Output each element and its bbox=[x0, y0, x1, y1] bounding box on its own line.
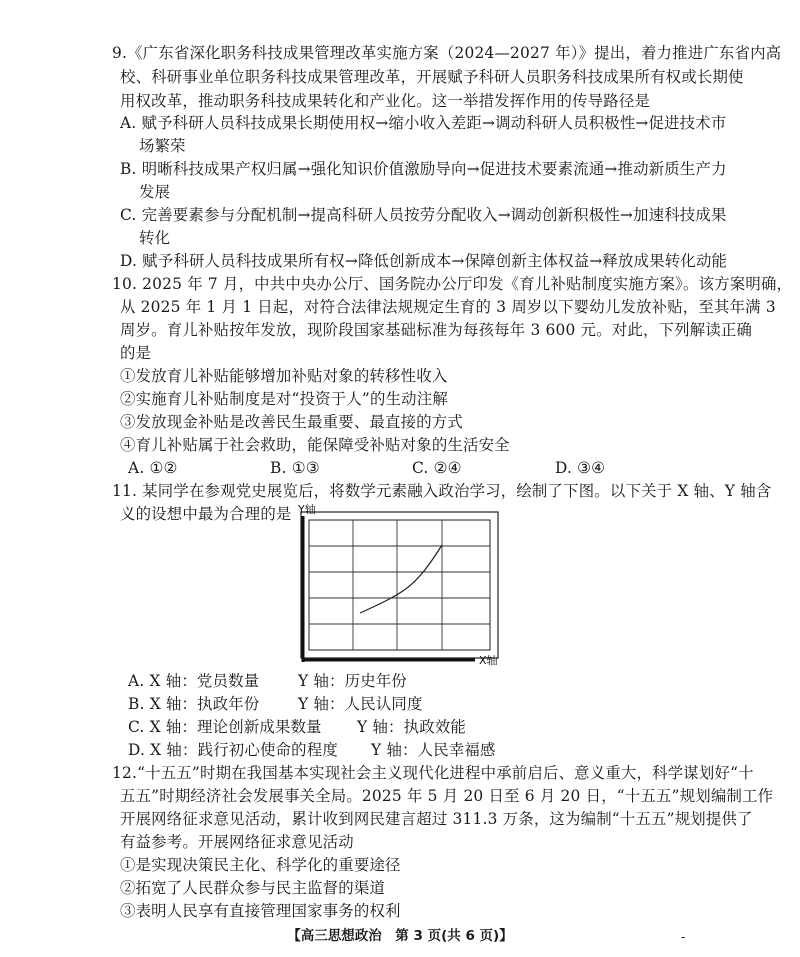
q10-choice-c: C. ②④ bbox=[412, 459, 462, 477]
q9-option-b: B. 明晰科技成果产权归属→强化知识价值激励导向→促进技术要素流通→推动新质生产力 bbox=[120, 160, 727, 178]
q9-option-c-cont: 转化 bbox=[139, 229, 171, 247]
q11-option-d-y: Y 轴：人民幸福感 bbox=[371, 741, 496, 759]
q11-option-a-x: A. X 轴：党员数量 bbox=[128, 672, 260, 690]
q11-option-c-y: Y 轴：执政效能 bbox=[357, 718, 466, 736]
q11-option-c-x: C. X 轴：理论创新成果数量 bbox=[128, 718, 322, 736]
q10-stem-line-2: 从 2025 年 1 月 1 日起，对符合法律法规规定生育的 3 周岁以下婴幼儿发放补贴，至其年满 3 bbox=[120, 298, 776, 316]
q9-option-a: A. 赋予科研人员科技成果长期使用权→缩小收入差距→调动科研人员积极性→促进技术市 bbox=[120, 114, 727, 132]
q12-stem-line-2: 五五”时期经济社会发展事关全局。2025 年 5 月 20 日至 6 月 20 日，“十五五”规划编制工作 bbox=[120, 787, 774, 805]
q12-statement-3: ③表明人民享有直接管理国家事务的权利 bbox=[120, 902, 401, 920]
graph-plot-area bbox=[309, 520, 490, 650]
q12-stem-line-1: 12.“十五五”时期在我国基本实现社会主义现代化进程中承前启后、意义重大，科学谋划好“十 bbox=[112, 764, 754, 782]
q9-stem-line-1: 9.《广东省深化职务科技成果管理改革实施方案（2024—2027 年）》提出，着力推进广东省内高 bbox=[112, 44, 782, 62]
q9-option-d: D. 赋予科研人员科技成果所有权→降低创新成本→保障创新主体权益→释放成果转化动能 bbox=[120, 252, 728, 270]
q10-choice-d: D. ③④ bbox=[555, 459, 606, 477]
y-axis-label: Y轴 bbox=[298, 503, 316, 516]
corner-mark: - bbox=[681, 930, 686, 945]
q11-graph bbox=[290, 500, 510, 675]
graph-curve bbox=[360, 545, 442, 613]
q11-option-a-y: Y 轴：历史年份 bbox=[298, 672, 407, 690]
q12-statement-2: ②拓宽了人民群众参与民主监督的渠道 bbox=[120, 879, 386, 897]
q11-option-d-x: D. X 轴：践行初心使命的程度 bbox=[128, 741, 338, 759]
graph-frame bbox=[301, 512, 498, 658]
q11-stem-line-1: 11. 某同学在参观党史展览后，将数学元素融入政治学习，绘制了下图。以下关于 X 轴、Y 轴含 bbox=[112, 482, 772, 500]
q9-stem-line-3: 用权改革，推动职务科技成果转化和产业化。这一举措发挥作用的传导路径是 bbox=[120, 92, 651, 110]
q12-statement-1: ①是实现决策民主化、科学化的重要途径 bbox=[120, 856, 401, 874]
q10-statement-2: ②实施育儿补贴制度是对“投资于人”的生动注解 bbox=[120, 390, 448, 408]
q12-stem-line-4: 有益参考。开展网络征求意见活动 bbox=[120, 833, 354, 851]
q10-choice-a: A. ①② bbox=[128, 459, 178, 477]
q9-option-b-cont: 发展 bbox=[139, 183, 171, 201]
q12-stem-line-3: 开展网络征求意见活动，累计收到网民建言超过 311.3 万条，这为编制“十五五”规划提供了 bbox=[120, 810, 753, 828]
q11-stem-line-2: 义的设想中最为合理的是 bbox=[120, 505, 292, 523]
q10-statement-1: ①发放育儿补贴能够增加补贴对象的转移性收入 bbox=[120, 367, 448, 385]
q10-statement-3: ③发放现金补贴是改善民生最重要、最直接的方式 bbox=[120, 413, 463, 431]
q10-stem-line-3: 周岁。育儿补贴按年发放，现阶段国家基础标准为每孩每年 3 600 元。对此，下列解读正确 bbox=[120, 321, 753, 339]
x-axis-label: X轴 bbox=[479, 654, 498, 667]
q11-option-b-x: B. X 轴：执政年份 bbox=[128, 695, 260, 713]
q9-option-c: C. 完善要素参与分配机制→提高科研人员按劳分配收入→调动创新积极性→加速科技成果 bbox=[120, 206, 727, 224]
q10-stem-line-1: 10. 2025 年 7 月，中共中央办公厅、国务院办公厅印发《育儿补贴制度实施方案》。该方案明确， bbox=[112, 275, 793, 293]
q10-stem-line-4: 的是 bbox=[120, 344, 152, 362]
q9-stem-line-2: 校、科研事业单位职务科技成果管理改革，开展赋予科研人员职务科技成果所有权或长期使 bbox=[120, 68, 744, 86]
q11-option-b-y: Y 轴：人民认同度 bbox=[298, 695, 423, 713]
q10-statement-4: ④育儿补贴属于社会救助，能保障受补贴对象的生活安全 bbox=[120, 436, 510, 454]
q9-option-a-cont: 场繁荣 bbox=[139, 137, 186, 155]
q10-choice-b: B. ①③ bbox=[270, 459, 320, 477]
page-footer: 【高三思想政治 第 3 页(共 6 页)】 bbox=[287, 928, 513, 944]
